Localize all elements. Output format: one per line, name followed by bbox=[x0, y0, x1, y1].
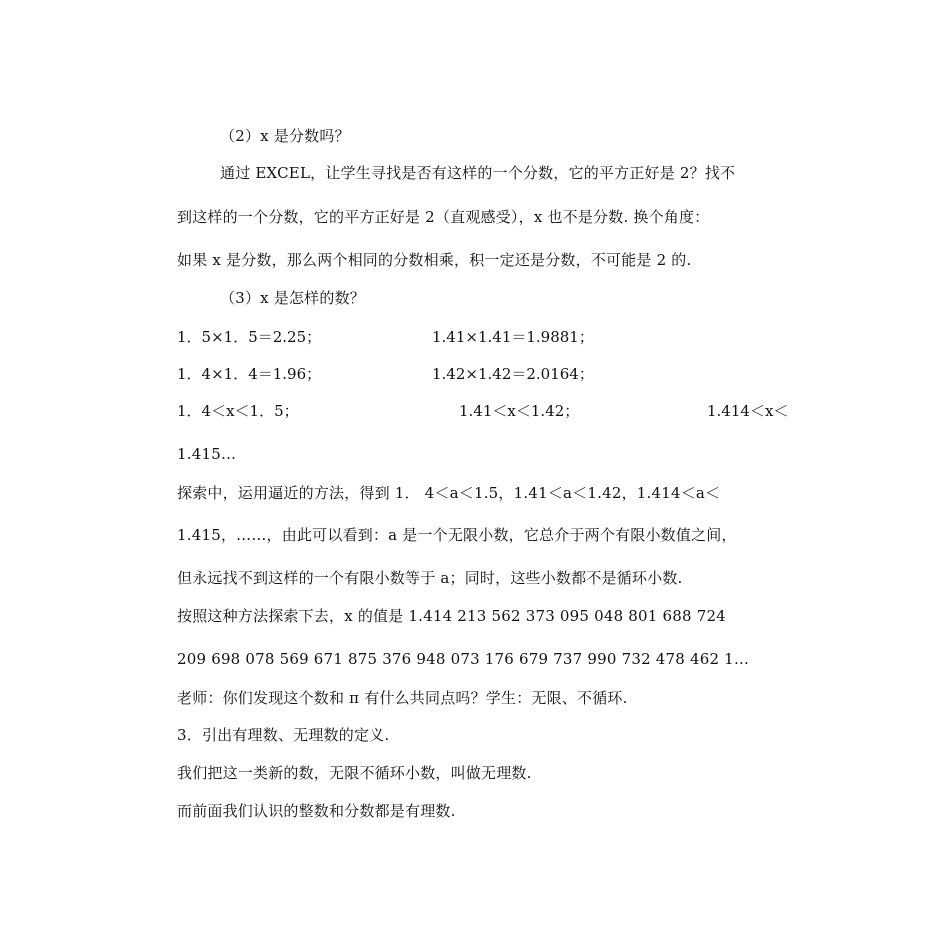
paragraph-excel-line1: 通过 EXCEL，让学生寻找是否有这样的一个分数，它的平方正好是 2？找不 bbox=[220, 164, 736, 182]
inequality-1: 1．4＜x＜1．5； bbox=[177, 402, 299, 420]
inequality-continuation: 1.415… bbox=[177, 445, 237, 463]
explore-line2: 1.415，……，由此可以看到：a 是一个无限小数，它总介于两个有限小数值之间， bbox=[177, 526, 737, 544]
definition-rational: 而前面我们认识的整数和分数都是有理数. bbox=[177, 802, 456, 820]
calc-row-2 bbox=[177, 364, 817, 384]
calc-1-41-squared: 1.41×1.41＝1.9881； bbox=[432, 328, 594, 346]
inequality-row bbox=[177, 401, 817, 421]
calc-1-5-squared: 1．5×1．5＝2.25； bbox=[177, 328, 322, 346]
inequality-3: 1.414＜x＜ bbox=[707, 402, 789, 420]
calc-1-4-squared: 1．4×1．4＝1.96； bbox=[177, 365, 322, 383]
definition-irrational: 我们把这一类新的数，无限不循环小数，叫做无理数. bbox=[177, 764, 532, 782]
explore-line1: 探索中，运用逼近的方法，得到 1． 4＜a＜1.5，1.41＜a＜1.42，1.414＜a＜ bbox=[177, 484, 721, 502]
definition-heading: 3．引出有理数、无理数的定义. bbox=[177, 726, 390, 744]
paragraph-excel-line2: 到这样的一个分数，它的平方正好是 2（直观感受），x 也不是分数. 换个角度： bbox=[177, 208, 710, 226]
calc-row-1 bbox=[177, 327, 817, 347]
paragraph-excel-line3: 如果 x 是分数，那么两个相同的分数相乘，积一定还是分数，不可能是 2 的. bbox=[177, 251, 692, 269]
question-2: （2）x 是分数吗？ bbox=[220, 127, 350, 145]
question-3: （3）x 是怎样的数？ bbox=[220, 289, 365, 307]
value-line1: 按照这种方法探索下去，x 的值是 1.414 213 562 373 095 048 801 688 724 bbox=[177, 607, 726, 625]
calc-1-42-squared: 1.42×1.42＝2.0164； bbox=[432, 365, 594, 383]
inequality-2: 1.41＜x＜1.42； bbox=[459, 402, 580, 420]
explore-line3: 但永远找不到这样的一个有限小数等于 a；同时，这些小数都不是循环小数. bbox=[177, 569, 683, 587]
value-line2: 209 698 078 569 671 875 376 948 073 176 679 737 990 732 478 462 1… bbox=[177, 650, 750, 668]
teacher-dialogue: 老师：你们发现这个数和 π 有什么共同点吗？学生：无限、不循环. bbox=[177, 689, 628, 707]
